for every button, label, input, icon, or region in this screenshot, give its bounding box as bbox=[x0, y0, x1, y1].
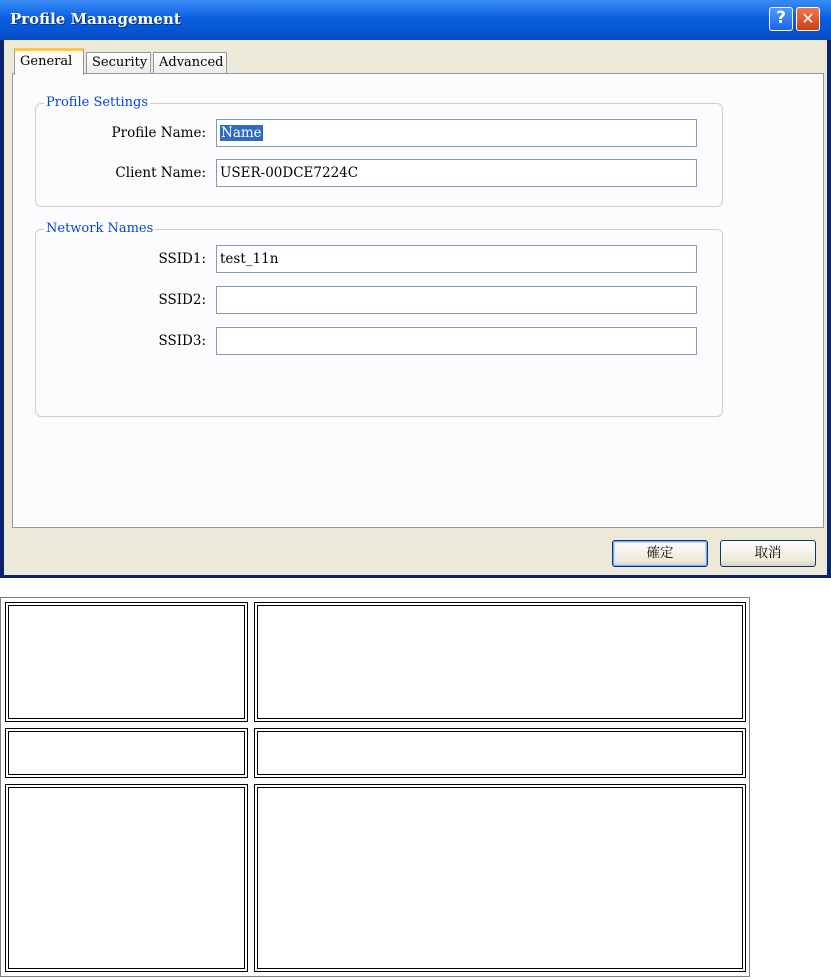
client-name-input[interactable]: USER-00DCE7224C bbox=[216, 159, 697, 187]
tab-advanced[interactable]: Advanced bbox=[153, 52, 227, 74]
network-names-legend: Network Names bbox=[46, 221, 154, 236]
table-cell bbox=[5, 602, 248, 722]
ssid3-label: SSID3: bbox=[158, 333, 206, 349]
tab-security[interactable]: Security bbox=[86, 52, 151, 74]
close-icon: ✕ bbox=[801, 9, 815, 28]
table-cell bbox=[254, 602, 746, 722]
ssid3-input[interactable] bbox=[216, 327, 697, 355]
client-name-label: Client Name: bbox=[115, 165, 206, 181]
close-button[interactable] bbox=[796, 7, 820, 31]
ssid2-label: SSID2: bbox=[158, 292, 206, 308]
ssid1-input[interactable]: test_11n bbox=[216, 245, 697, 273]
table-cell bbox=[5, 784, 248, 972]
profile-settings-legend: Profile Settings bbox=[46, 95, 149, 110]
ok-button[interactable]: 確定 bbox=[612, 540, 708, 567]
ssid2-input[interactable] bbox=[216, 286, 697, 314]
empty-layout-table bbox=[0, 597, 750, 977]
question-icon: ? bbox=[776, 8, 786, 28]
profile-name-value: Name bbox=[221, 125, 262, 141]
profile-settings-group bbox=[35, 95, 723, 207]
profile-name-label: Profile Name: bbox=[111, 125, 206, 141]
profile-name-input[interactable] bbox=[216, 119, 697, 147]
tab-general[interactable]: General bbox=[14, 48, 84, 75]
table-cell bbox=[254, 728, 746, 778]
network-names-group bbox=[35, 221, 723, 417]
help-button[interactable] bbox=[769, 7, 793, 31]
title-bar[interactable] bbox=[0, 0, 831, 40]
cancel-button[interactable]: 取消 bbox=[720, 540, 816, 567]
window-title: Profile Management bbox=[10, 10, 181, 28]
dialog-client-area bbox=[4, 40, 827, 575]
ssid1-label: SSID1: bbox=[158, 251, 206, 267]
table-cell bbox=[254, 784, 746, 972]
general-tab-panel bbox=[12, 73, 824, 528]
table-cell bbox=[5, 728, 248, 778]
